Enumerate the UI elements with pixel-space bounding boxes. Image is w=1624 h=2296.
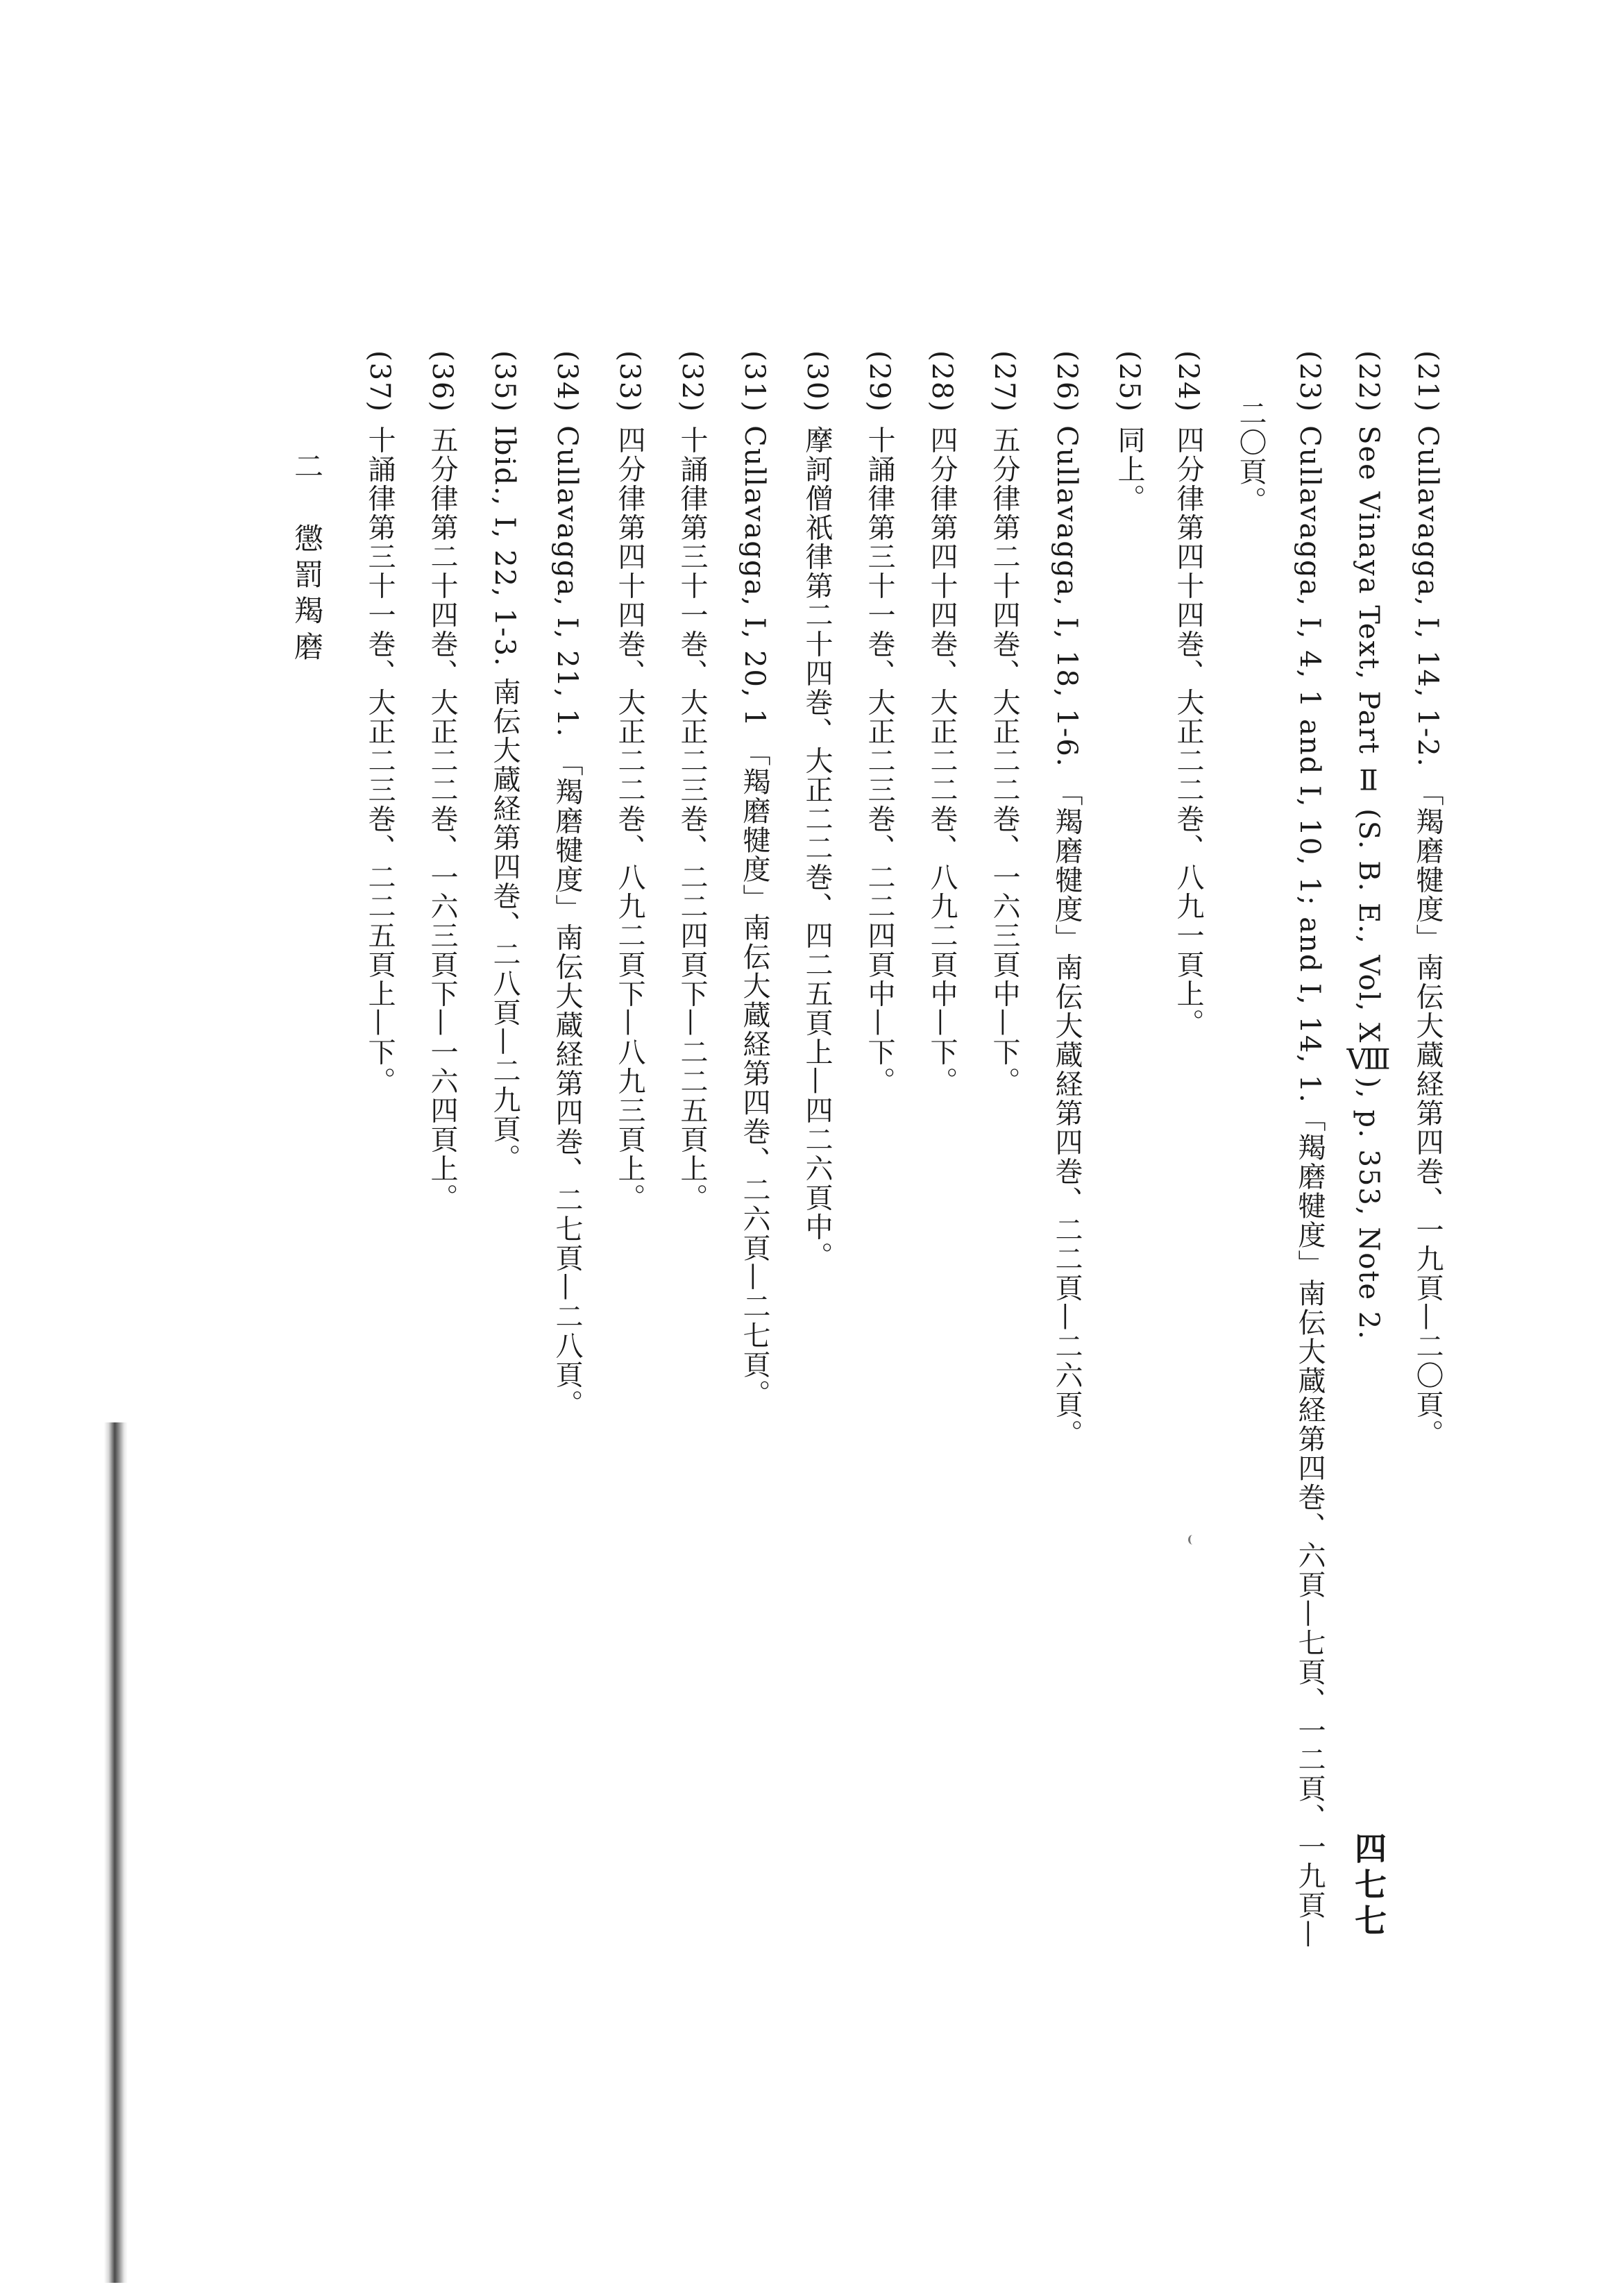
note-35 (489, 350, 520, 1173)
note-21 (1412, 350, 1443, 1448)
note-number: (28) (926, 350, 958, 414)
note-24 (1173, 350, 1203, 1037)
note-text: 五分律第二十四巻、大正二二巻、一六三頁下—一六四頁上。 (426, 425, 458, 1213)
note-number: (31) (738, 350, 770, 414)
note-text: 二〇頁。 (1235, 399, 1267, 516)
note-29 (864, 350, 895, 1096)
note-text: Ibid., I, 22, 1-3. 南伝大蔵経第四巻、二八頁—二九頁。 (489, 425, 521, 1173)
note-text: Cullavagga, I, 18, 1-6. 「羯磨犍度」南伝大蔵経第四巻、二二頁—二六頁。 (1051, 425, 1083, 1449)
note-30 (802, 350, 832, 1270)
note-text: 十誦律第三十一巻、大正二三巻、二二五頁上—下。 (364, 425, 396, 1096)
note-27 (989, 350, 1020, 1096)
note-number: (36) (426, 350, 458, 414)
note-33 (614, 350, 645, 1212)
note-text: 五分律第二十四巻、大正二二巻、一六三頁中—下。 (988, 425, 1020, 1096)
note-23 (1294, 350, 1325, 1949)
note-number: (32) (676, 350, 708, 414)
note-34 (552, 350, 582, 1418)
note-text: 四分律第四十四巻、大正二二巻、八九一頁上。 (1172, 425, 1204, 1038)
note-text: Cullavagga, I, 21, 1. 「羯磨犍度」南伝大蔵経第四巻、二七頁—二八頁。 (551, 425, 583, 1419)
note-number: (23) (1294, 350, 1326, 414)
running-title: 二 懲罰羯磨 (290, 451, 324, 667)
note-text: 四分律第四十四巻、大正二二巻、八九二頁中—下。 (926, 425, 958, 1096)
note-text: 十誦律第三十一巻、大正二三巻、二二四頁中—下。 (863, 425, 895, 1096)
scan-speck (1188, 1535, 1197, 1545)
note-number: (27) (988, 350, 1020, 414)
note-number: (22) (1353, 350, 1385, 414)
note-22 (1353, 350, 1384, 1341)
binding-edge (104, 1422, 128, 2283)
note-number: (34) (551, 350, 583, 414)
note-text: Cullavagga, I, 20, 1 「羯磨犍度」南伝大蔵経第四巻、二六頁—二七頁。 (738, 425, 770, 1409)
note-number: (21) (1412, 350, 1444, 414)
note-number: (26) (1051, 350, 1083, 414)
note-number: (25) (1113, 350, 1145, 414)
note-text: Cullavagga, I, 4, 1 and I, 10, 1; and I, 14, 1.「羯磨犍度」南伝大蔵経第四巻、六頁—七頁、一二頁、一九頁— (1294, 425, 1326, 1949)
note-36 (427, 350, 457, 1212)
note-number: (33) (614, 350, 645, 414)
note-25 (1114, 350, 1144, 513)
note-number: (37) (364, 350, 396, 414)
note-number: (29) (863, 350, 895, 414)
note-number: (30) (801, 350, 833, 414)
note-31 (739, 350, 770, 1409)
note-text: 十誦律第三十一巻、大正二三巻、二二四頁下—二二五頁上。 (676, 425, 708, 1213)
note-37 (364, 350, 395, 1096)
page-number: 四七七 (1350, 1832, 1387, 1940)
note-number: (35) (489, 350, 521, 414)
note-32 (677, 350, 707, 1212)
note-text: See Vinaya Text, Part Ⅱ (S. B. E., Vol, XⅧ), p. 353, Note 2. (1353, 425, 1385, 1341)
note-23-continuation (1235, 399, 1266, 516)
note-text: 四分律第四十四巻、大正二二巻、八九二頁下—八九三頁上。 (614, 425, 645, 1213)
note-text: 同上。 (1113, 425, 1145, 513)
note-26 (1051, 350, 1082, 1448)
note-28 (927, 350, 957, 1096)
note-number: (24) (1172, 350, 1204, 414)
note-text: 摩訶僧祇律第二十四巻、大正二二巻、四二五頁上—四二六頁中。 (801, 425, 833, 1271)
note-text: Cullavagga, I, 14, 1-2. 「羯磨犍度」南伝大蔵経第四巻、一九頁—二〇頁。 (1412, 425, 1444, 1449)
